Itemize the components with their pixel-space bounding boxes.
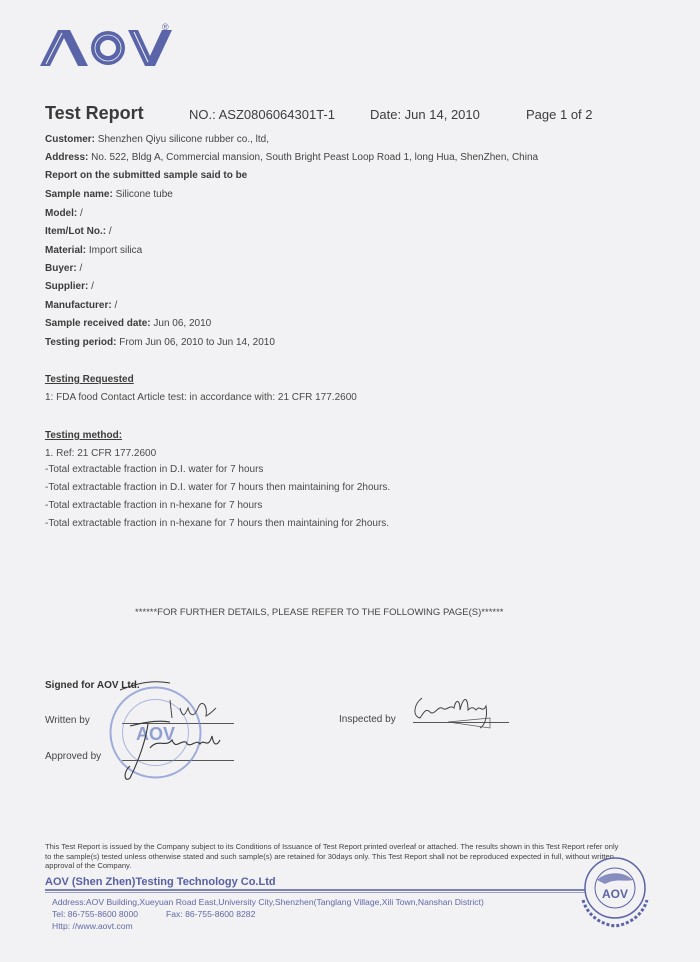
- company-fax: Fax: 86-755-8600 8282: [166, 909, 256, 919]
- page-indicator: Page 1 of 2: [526, 107, 593, 122]
- company-divider: [45, 889, 585, 891]
- testing-method-item: -Total extractable fraction in n-hexane for 7 hours: [45, 500, 263, 511]
- testing-method-item: -Total extractable fraction in D.I. water for 7 hours then maintaining for 2hours.: [45, 482, 391, 493]
- disclaimer-text: This Test Report is issued by the Company subject to its Conditions of Issuance of Test Report printed overleaf or attached. The results shown in this Test Report refer only to the sample(s) tested unless otherwise stated and such sample(s) are retained for 30days only. This Test Report shall not be reproduced expected in full, without written approval of the Company.: [45, 842, 619, 870]
- field-customer: Customer: Shenzhen Qiyu silicone rubber co., ltd,: [45, 134, 269, 145]
- testing-requested-item: 1: FDA food Contact Article test: in accordance with: 21 CFR 177.2600: [45, 392, 357, 403]
- aov-logo: [40, 28, 175, 68]
- testing-method-item: 1. Ref: 21 CFR 177.2600: [45, 448, 157, 459]
- field-manufacturer: Manufacturer: /: [45, 300, 118, 311]
- written-by-label: Written by: [45, 715, 90, 726]
- inspector-signature: [410, 690, 510, 730]
- company-address: Address:AOV Building,Xueyuan Road East,University City,Shenzhen(Tanglang Village,Xili Town,Nanshan District): [52, 897, 484, 907]
- company-tel: Tel: 86-755-8600 8000: [52, 909, 139, 919]
- field-supplier: Supplier: /: [45, 281, 94, 292]
- field-received-date: Sample received date: Jun 06, 2010: [45, 318, 212, 329]
- field-sample-name: Sample name: Silicone tube: [45, 189, 173, 200]
- report-number: NO.: ASZ0806064301T-1: [189, 107, 335, 122]
- report-title: Test Report: [45, 103, 144, 123]
- testing-method-item: -Total extractable fraction in n-hexane for 7 hours then maintaining for 2hours.: [45, 518, 390, 529]
- field-material: Material: Import silica: [45, 245, 143, 256]
- field-report-on: Report on the submitted sample said to be: [45, 170, 248, 181]
- registered-mark: ®: [162, 22, 169, 32]
- testing-requested-heading: Testing Requested: [45, 374, 134, 385]
- svg-text:AOV: AOV: [601, 887, 629, 901]
- report-date: Date: Jun 14, 2010: [370, 107, 480, 122]
- approved-by-label: Approved by: [45, 751, 102, 762]
- further-details-note: ******FOR FURTHER DETAILS, PLEASE REFER TO THE FOLLOWING PAGE(S)******: [135, 607, 504, 618]
- accreditation-seal-icon: [575, 850, 655, 930]
- field-buyer: Buyer: /: [45, 263, 83, 274]
- company-name: AOV (Shen Zhen)Testing Technology Co.Ltd: [45, 876, 276, 888]
- signature-scribbles: [110, 678, 240, 788]
- svg-text:AOV: AOV: [135, 724, 176, 744]
- testing-method-item: -Total extractable fraction in D.I. water for 7 hours: [45, 464, 264, 475]
- field-testing-period: Testing period: From Jun 06, 2010 to Jun 14, 2010: [45, 337, 275, 348]
- inspected-by-label: Inspected by: [339, 714, 396, 725]
- company-website: Http: //www.aovt.com: [52, 921, 133, 931]
- company-divider-thin: [45, 892, 585, 893]
- field-address: Address: No. 522, Bldg A, Commercial mansion, South Bright Peast Loop Road 1, long Hua, ShenZhen, China: [45, 152, 539, 163]
- signed-for-label: Signed for AOV Ltd.: [45, 680, 140, 691]
- field-model: Model: /: [45, 208, 83, 219]
- field-item-lot: Item/Lot No.: /: [45, 226, 112, 237]
- testing-method-heading: Testing method:: [45, 430, 123, 441]
